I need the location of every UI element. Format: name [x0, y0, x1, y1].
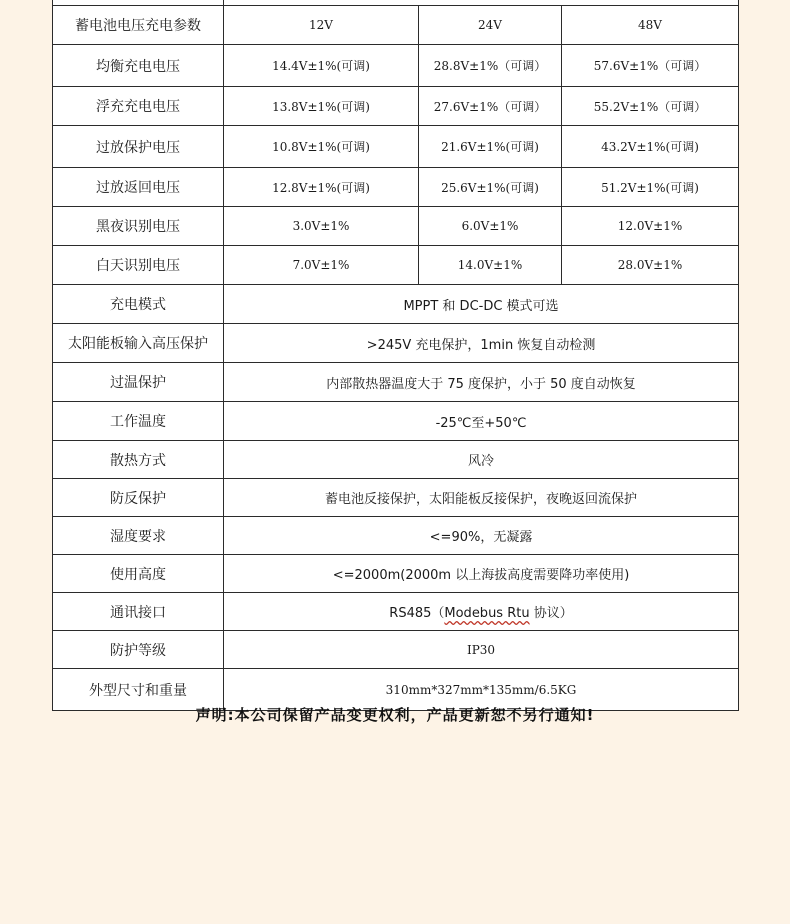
value-24v: 25.6V±1%(可调)	[419, 168, 562, 207]
comm-interface-value	[224, 593, 739, 631]
value-48v: 43.2V±1%(可调)	[562, 126, 739, 168]
row-value: -25℃至+50℃	[224, 402, 739, 441]
row-value: >245V 充电保护，1min 恢复自动检测	[224, 324, 739, 363]
spec-table	[52, 0, 739, 711]
table-row	[53, 87, 739, 126]
value-12v: 13.8V±1%(可调)	[224, 87, 419, 126]
row-label: 外型尺寸和重量	[53, 669, 224, 711]
row-label: 过放返回电压	[53, 168, 224, 207]
table-row	[53, 363, 739, 402]
table-row	[53, 168, 739, 207]
table-row	[53, 246, 739, 285]
table-row	[53, 324, 739, 363]
table-row	[53, 441, 739, 479]
row-value: 蓄电池反接保护，太阳能板反接保护，夜晚返回流保护	[224, 479, 739, 517]
value-48v: 12.0V±1%	[562, 207, 739, 246]
value-12v: 7.0V±1%	[224, 246, 419, 285]
battery-12v-header: 12V	[224, 6, 419, 45]
value-48v: 55.2V±1%（可调）	[562, 87, 739, 126]
value-48v: 57.6V±1%（可调）	[562, 45, 739, 87]
value-48v: 51.2V±1%(可调)	[562, 168, 739, 207]
row-value: MPPT 和 DC-DC 模式可选	[224, 285, 739, 324]
value-24v: 27.6V±1%（可调）	[419, 87, 562, 126]
row-label: 防护等级	[53, 631, 224, 669]
battery-header-row	[53, 6, 739, 45]
row-label: 浮充充电电压	[53, 87, 224, 126]
row-label: 太阳能板输入高压保护	[53, 324, 224, 363]
table-row	[53, 402, 739, 441]
table-row	[53, 555, 739, 593]
table-row	[53, 479, 739, 517]
protocol-name: Modebus Rtu	[444, 606, 530, 621]
row-label: 通讯接口	[53, 593, 224, 631]
value-12v: 10.8V±1%(可调)	[224, 126, 419, 168]
battery-header-label: 蓄电池电压充电参数	[53, 6, 224, 45]
table-row	[53, 285, 739, 324]
row-value: 内部散热器温度大于 75 度保护，小于 50 度自动恢复	[224, 363, 739, 402]
row-label: 工作温度	[53, 402, 224, 441]
battery-48v-header: 48V	[562, 6, 739, 45]
row-label: 防反保护	[53, 479, 224, 517]
row-value: IP30	[224, 631, 739, 669]
table-row	[53, 126, 739, 168]
comm-prefix: RS485（	[389, 606, 445, 621]
value-48v: 28.0V±1%	[562, 246, 739, 285]
row-value: 310mm*327mm*135mm/6.5KG	[224, 669, 739, 711]
row-value: <=2000m(2000m 以上海拔高度需要降功率使用)	[224, 555, 739, 593]
row-label: 过放保护电压	[53, 126, 224, 168]
protection-level-row	[53, 631, 739, 669]
row-label: 充电模式	[53, 285, 224, 324]
spec-table-container	[52, 0, 738, 711]
comm-interface-row	[53, 593, 739, 631]
row-label: 白天识别电压	[53, 246, 224, 285]
row-label: 过温保护	[53, 363, 224, 402]
value-24v: 28.8V±1%（可调）	[419, 45, 562, 87]
row-value: 风冷	[224, 441, 739, 479]
value-24v: 21.6V±1%(可调)	[419, 126, 562, 168]
table-row	[53, 517, 739, 555]
value-24v: 6.0V±1%	[419, 207, 562, 246]
disclaimer-notice: 声明:本公司保留产品变更权利，产品更新恕不另行通知!	[195, 706, 595, 724]
value-12v: 12.8V±1%(可调)	[224, 168, 419, 207]
row-value: <=90%，无凝露	[224, 517, 739, 555]
value-24v: 14.0V±1%	[419, 246, 562, 285]
row-label: 黑夜识别电压	[53, 207, 224, 246]
table-row	[53, 45, 739, 87]
comm-suffix: 协议）	[529, 606, 573, 621]
value-12v: 14.4V±1%(可调)	[224, 45, 419, 87]
table-row	[53, 207, 739, 246]
row-label: 散热方式	[53, 441, 224, 479]
value-12v: 3.0V±1%	[224, 207, 419, 246]
row-label: 均衡充电电压	[53, 45, 224, 87]
row-label: 使用高度	[53, 555, 224, 593]
row-label: 湿度要求	[53, 517, 224, 555]
battery-24v-header: 24V	[419, 6, 562, 45]
